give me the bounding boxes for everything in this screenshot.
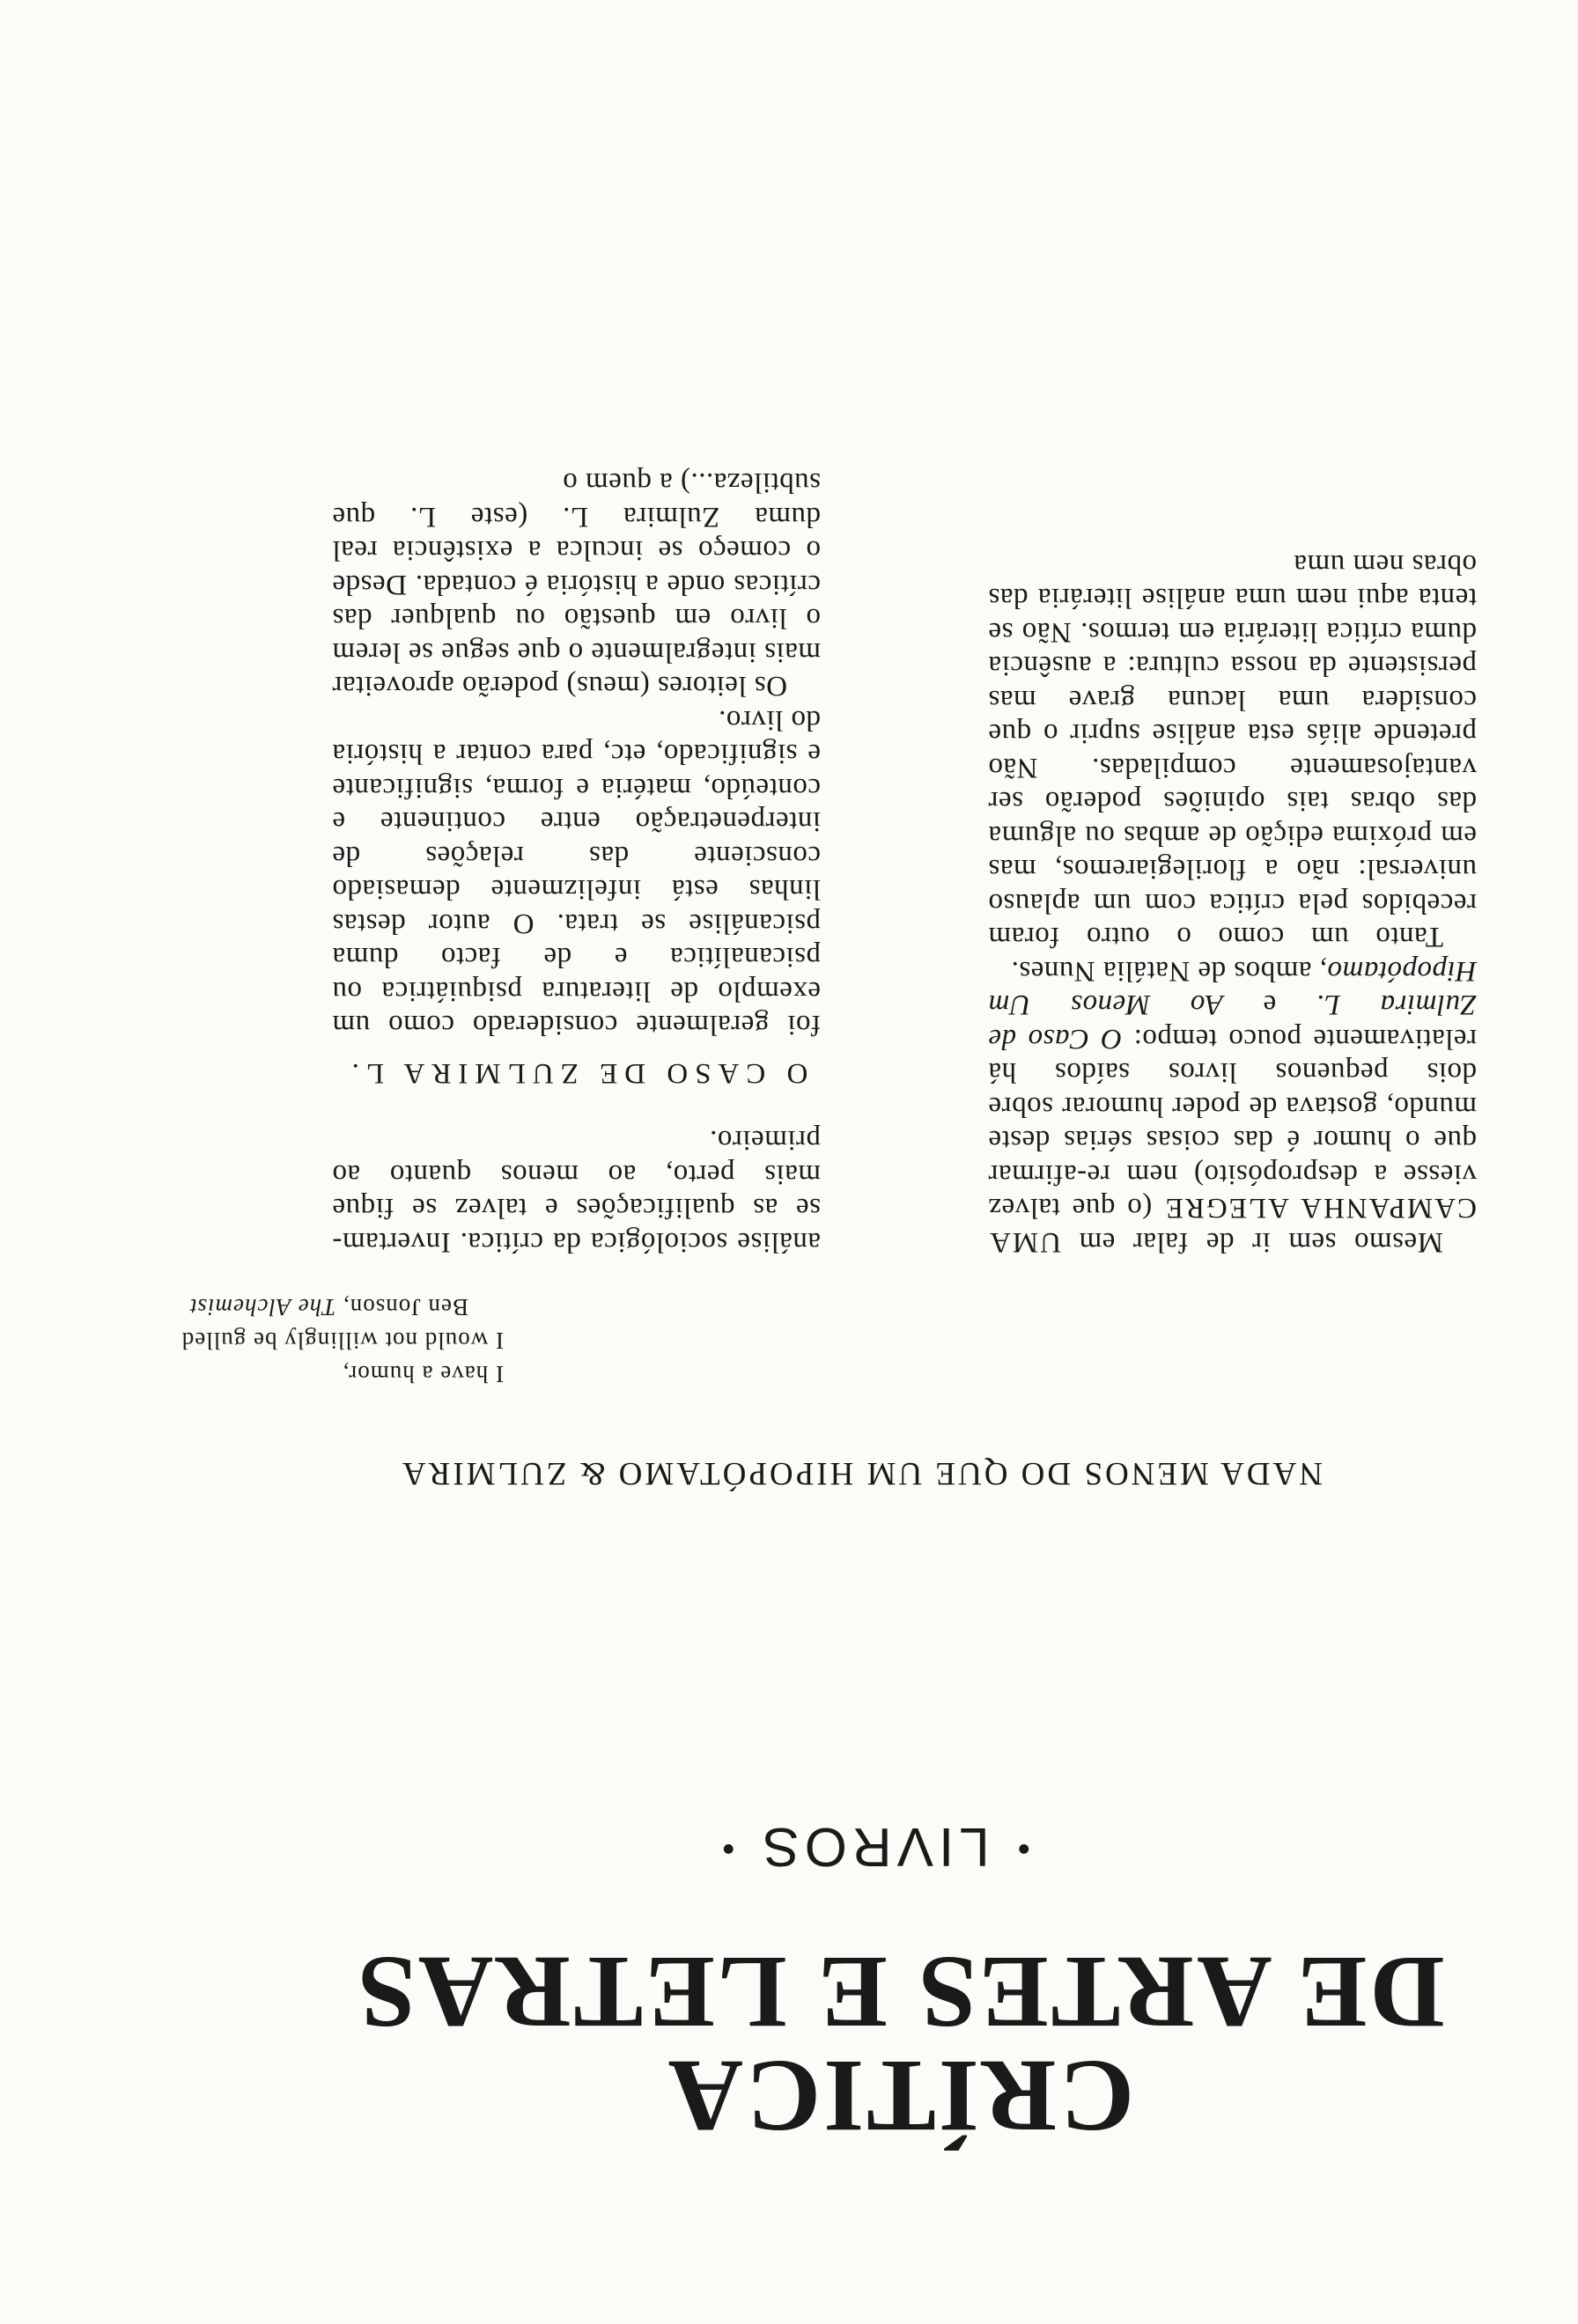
- left-column: [988, 548, 1477, 1260]
- right-column: [332, 466, 821, 1259]
- book-reference: UMA CAMPANHA ALEGRE: [988, 1192, 1477, 1258]
- paragraph: foi geralmente considerado como um exemplo de literatura psiquiátrica ou psicanalítica e de facto duma psicanálise se trata. O autor destas linhas está infelizmente demasiado consciente das relações de interpenetração entre continente e conteúdo, matéria e forma, significante e significado, etc, para contar a história do livro.: [332, 704, 821, 1041]
- book-title: Ao Menos Um Hipopótamo: [988, 955, 1477, 1021]
- book-title: O Caso de Zulmira L.: [988, 989, 1477, 1055]
- epigraph-source: [134, 1291, 504, 1324]
- title-line-1: CRÍTICA: [665, 2039, 1135, 2154]
- title-line-2: DE ARTES E LETRAS: [355, 1935, 1445, 2050]
- paragraph-text: e: [1223, 989, 1316, 1021]
- paragraph: [988, 954, 1477, 1260]
- epigraph-line-1: I have a humor,: [342, 1361, 504, 1387]
- paragraph-text: , ambos de Natália Nunes.: [1011, 955, 1327, 987]
- paragraph: Tanto um como o outro foram recebidos pela crítica com um aplauso universal: não a florilegiaremos, mas em próxima edição de ambas ou alguma das obras tais opiniões poderão ser vantajosamente compiladas. Não pretende aliás esta análise suprir o que considera uma lacuna grave mas persistente da nossa cultura: a ausência duma crítica literária em termos. Não se tenta aqui nem uma análise literária das obras nem uma: [988, 548, 1477, 953]
- article-headline: NADA MENOS DO QUE UM HIPOPÓTAMO & ZULMIRA: [399, 1455, 1323, 1491]
- epigraph-author: Ben Jonson,: [336, 1294, 468, 1320]
- epigraph-work: The Alchemist: [189, 1294, 336, 1320]
- subheading: O CASO DE ZULMIRA L.: [344, 1057, 808, 1089]
- epigraph-line-2: I would not willingly be gulled: [181, 1327, 504, 1354]
- bullet-right: •: [717, 1829, 735, 1868]
- section-label-text: LIVROS: [757, 1816, 990, 1877]
- section-label: [627, 1815, 1120, 1879]
- paragraph-text: Mesmo sem ir de falar em: [1061, 1226, 1443, 1258]
- paragraph-text: (o que talvez viesse a despropósito) nem re-afirmar que o humor é das coisas sérias deste mundo, gostava de poder humorar sobre dois pequenos livros saídos há relativamente pouco tempo:: [988, 1023, 1477, 1225]
- bullet-left: •: [1012, 1829, 1030, 1868]
- epigraph: [134, 1291, 504, 1391]
- page-title: [345, 1935, 1455, 2154]
- paragraph: Os leitores (meus) poderão aproveitar mais integralmente o que segue se lerem o livro em questão ou qualquer das críticas onde a história é contada. Desde o começo se inculca a existência real duma Zulmira L. (este L. que subtileza...) a quem o: [332, 467, 821, 702]
- paragraph: análise sociológica da crítica. Invertam-se as qualificações e talvez se fique mais perto, ao menos quanto ao primeiro.: [332, 1124, 821, 1258]
